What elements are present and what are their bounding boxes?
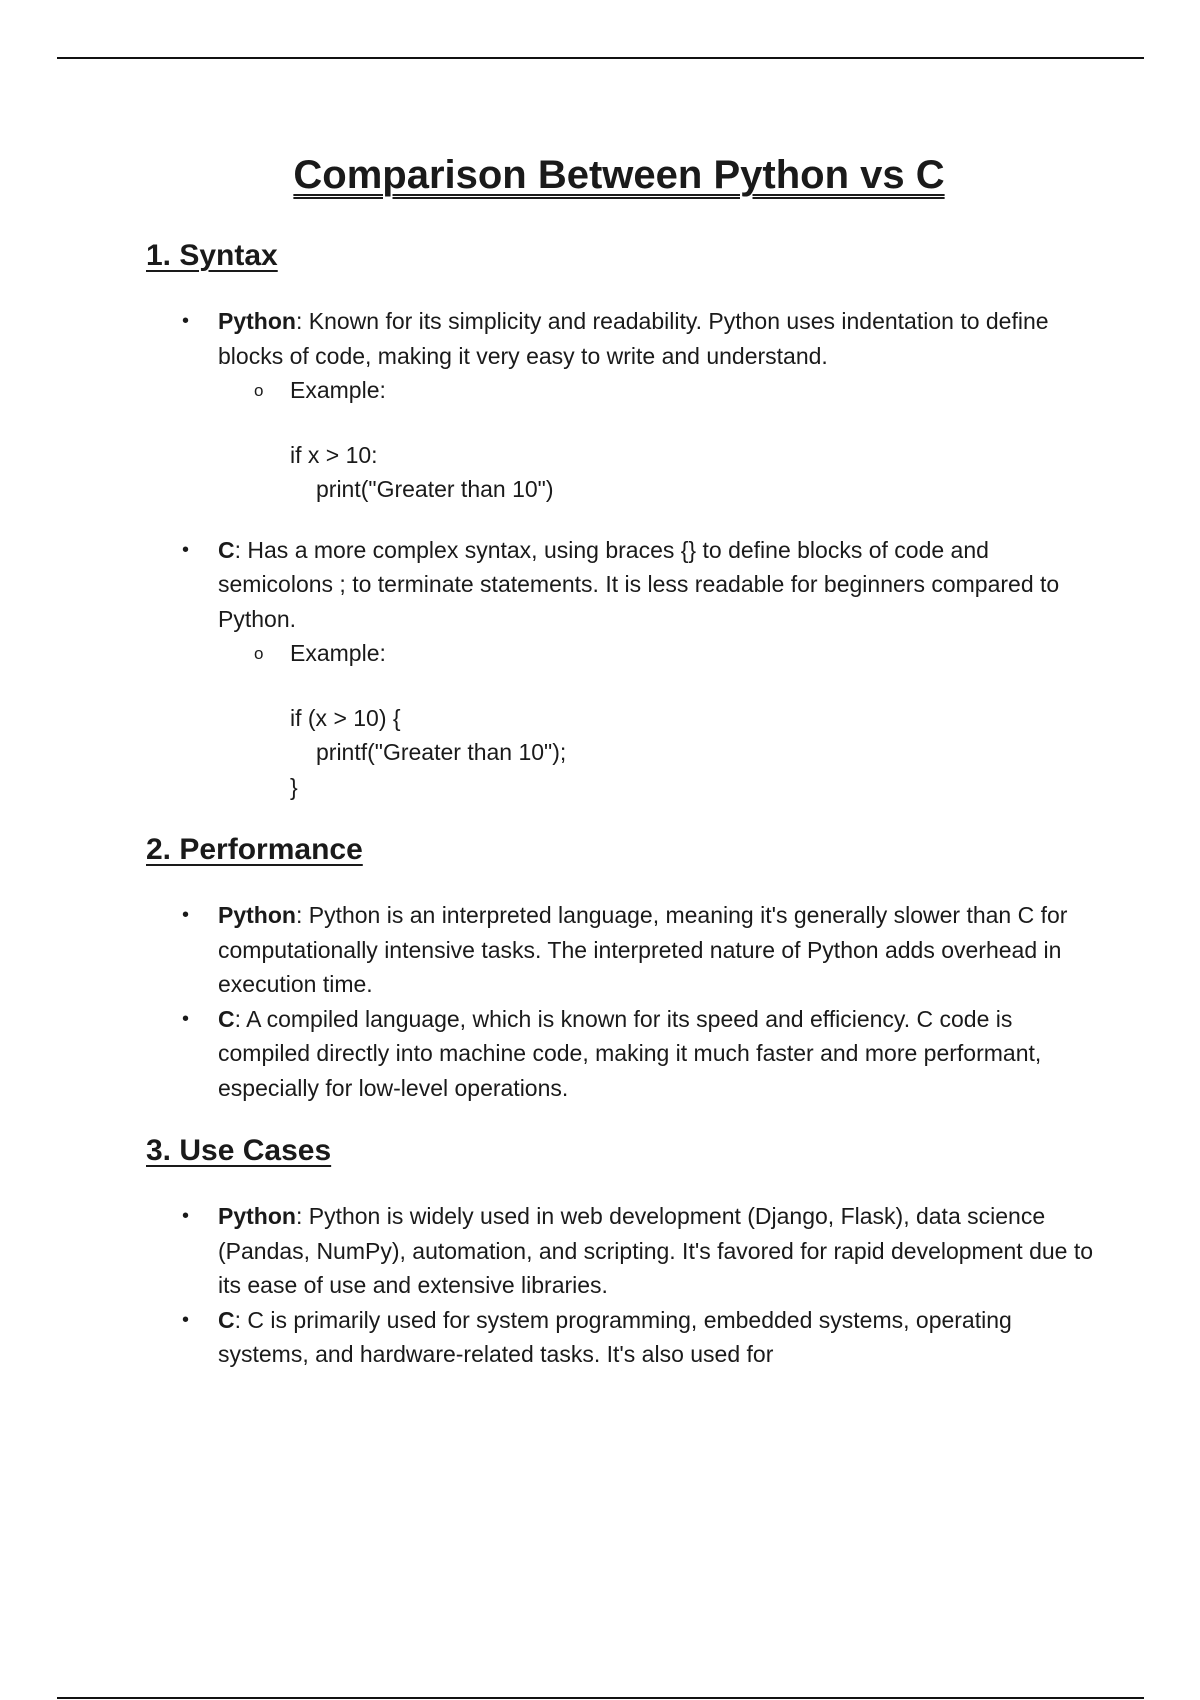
code-line: printf("Greater than 10"); xyxy=(316,739,567,765)
performance-list xyxy=(146,898,1096,1105)
item-text: : Python is an interpreted language, meaning it's generally slower than C for computationally intensive tasks. The interpreted nature of Python adds overhead in execution time. xyxy=(218,902,1068,997)
section-heading-syntax: 1. Syntax xyxy=(146,239,278,272)
item-text: : Python is widely used in web development (Django, Flask), data science (Pandas, NumPy), automation, and scripting. It's favored for rapid development due to its ease of use and extensive libraries. xyxy=(218,1203,1094,1298)
bullet-icon: • xyxy=(182,904,190,926)
term-label: Python xyxy=(218,902,296,928)
top-rule xyxy=(57,57,1144,59)
bullet-icon: • xyxy=(182,310,190,332)
sub-bullet-icon: o xyxy=(254,644,264,663)
section-heading-performance: 2. Performance xyxy=(146,833,363,866)
term-label: C xyxy=(218,536,235,563)
code-line: print("Greater than 10") xyxy=(316,476,554,502)
list-item xyxy=(146,898,1096,1002)
list-item xyxy=(146,1303,1096,1372)
document-body xyxy=(146,236,1096,1372)
item-text: : C is primarily used for system programming, embedded systems, operating systems, and hardware-related tasks. It's also used for xyxy=(218,1306,1012,1367)
example-label: Example: xyxy=(290,377,386,403)
example-label: Example: xyxy=(290,640,386,666)
example-sub-item xyxy=(218,373,1096,408)
bullet-icon: • xyxy=(182,538,190,561)
code-line: if x > 10: xyxy=(290,441,378,468)
item-text: : Has a more complex syntax, using braces {} to define blocks of code and semicolons ; to terminate statements. It is less readable for beginners compared to Python. xyxy=(218,536,1060,632)
page-title: Comparison Between Python vs C xyxy=(293,153,945,197)
bottom-rule xyxy=(57,1697,1144,1699)
term-label: C xyxy=(218,1005,235,1032)
example-sub-item xyxy=(218,636,1096,671)
item-text: : A compiled language, which is known for its speed and efficiency. C code is compiled directly into machine code, making it much faster and more performant, especially for low-level operations. xyxy=(218,1005,1042,1101)
sub-bullet-icon: o xyxy=(254,381,264,400)
term-label: C xyxy=(218,1306,235,1333)
list-item xyxy=(146,304,1096,507)
list-item xyxy=(146,1199,1096,1303)
bullet-icon: • xyxy=(182,1205,190,1227)
bullet-icon: • xyxy=(182,1007,190,1030)
code-example-python xyxy=(218,438,1096,507)
code-line: } xyxy=(290,773,298,800)
item-text: : Known for its simplicity and readability. Python uses indentation to define blocks of code, making it very easy to write and understand. xyxy=(218,308,1049,369)
use-cases-list xyxy=(146,1199,1096,1372)
list-item xyxy=(146,1002,1096,1106)
list-item xyxy=(146,533,1096,805)
term-label: Python xyxy=(218,1203,296,1229)
code-example-c xyxy=(218,701,1096,805)
code-line: if (x > 10) { xyxy=(290,704,401,731)
section-heading-use-cases: 3. Use Cases xyxy=(146,1134,332,1167)
term-label: Python xyxy=(218,308,296,334)
bullet-icon: • xyxy=(182,1308,190,1331)
syntax-list xyxy=(146,304,1096,804)
